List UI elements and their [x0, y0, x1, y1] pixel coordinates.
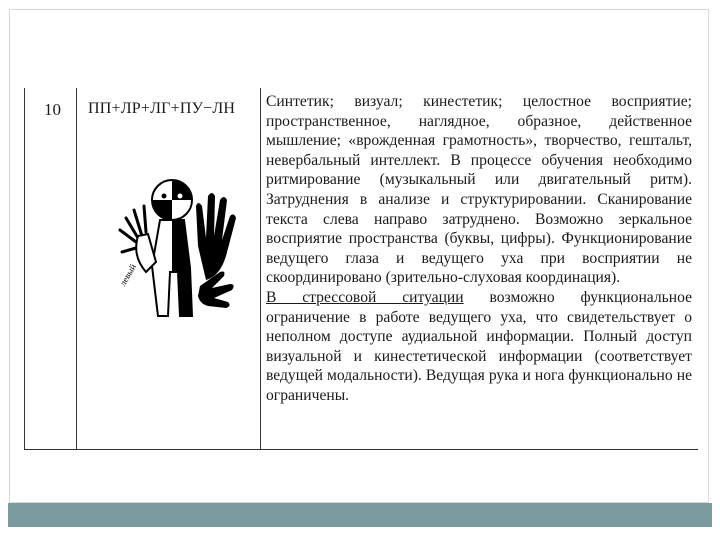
footer-bar — [8, 503, 712, 527]
table-border-left — [24, 88, 25, 450]
illustration-caption: левый — [117, 262, 139, 288]
table-border-bottom — [24, 449, 698, 450]
profile-formula: ПП+ЛР+ЛГ+ПУ−ЛН — [88, 100, 236, 117]
row-number: 10 — [44, 100, 61, 119]
description-paragraph-1: Синтетик; визуал; кинестетик; целостное восприятие; пространственное, наглядное, образное, действенное мышление; «врожденная грамотность», творчество, гештальт, невербальный интеллект. В процессе обучения необходимо ритмирование (музыкальный или двигательный ритм). Затруднения в анализе и структурировании. Сканирование текста слева направо затруднено. Возможно зеркальное восприятие пространства (буквы, цифры). Функционирование ведущего глаза и ведущего уха при восприятии не скоординировано (зрительно-слуховая координация). — [266, 93, 692, 287]
stress-situation-label: В стрессовой ситуации — [266, 288, 464, 306]
table-divider-2 — [260, 88, 261, 450]
profile-description — [266, 92, 692, 406]
table-divider-1 — [76, 88, 77, 450]
profile-table-row — [24, 88, 698, 450]
description-paragraph-2 — [266, 288, 692, 406]
description-paragraph-2-text: возможно функциональное ограничение в работе ведущего уха, что свидетельствует о неполном доступе аудиальной информации. Полный доступ визуальной и кинестетической информации (соответствует ведущей модальности). Ведущая рука и нога функционально не ограничены. — [266, 288, 692, 404]
figure-with-hands-icon — [112, 176, 248, 326]
